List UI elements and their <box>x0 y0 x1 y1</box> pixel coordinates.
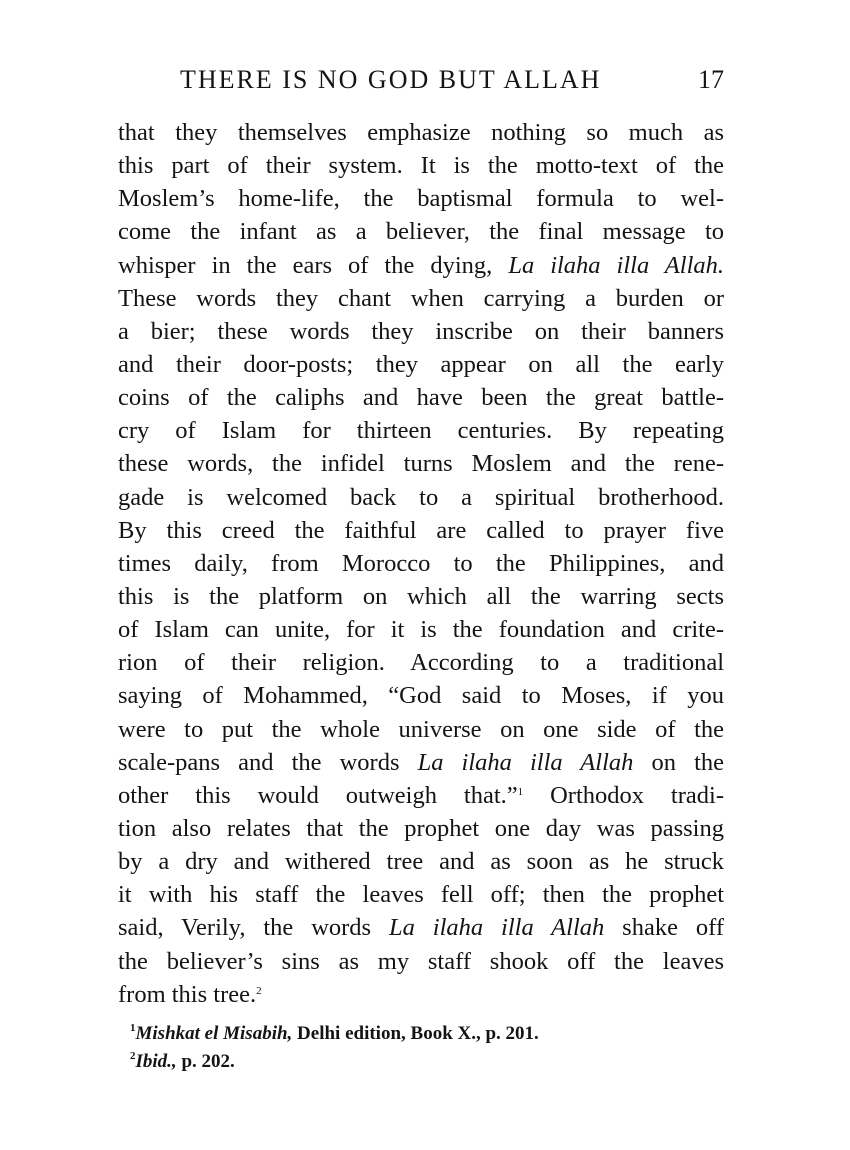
text-line <box>118 182 724 215</box>
text-line <box>118 812 724 845</box>
text-line <box>118 845 724 878</box>
text-segment: on the <box>633 748 724 776</box>
text-line <box>118 149 724 182</box>
text-segment: were to put the whole universe on one side of the <box>118 715 724 743</box>
text-segment: p. 202. <box>176 1051 235 1072</box>
footnote-reference: 2 <box>256 984 262 997</box>
text-line <box>118 282 724 315</box>
italic-text: La ilaha illa Allah <box>389 914 605 942</box>
text-line <box>118 249 724 282</box>
text-line <box>118 514 724 547</box>
footnote-reference: 1 <box>517 785 524 798</box>
text-segment: By this creed the faithful are called to prayer five <box>118 516 724 544</box>
text-line <box>118 679 724 712</box>
text-line <box>118 315 724 348</box>
running-head <box>118 60 724 100</box>
text-segment: scale-pans and the words <box>118 748 418 776</box>
text-segment: this is the platform on which all the warring sects <box>118 582 724 610</box>
italic-text: La ilaha illa Allah <box>417 748 634 776</box>
italic-text: Mishkat el Misabih, <box>135 1023 293 1044</box>
text-segment: by a dry and withered tree and as soon as he struck <box>118 848 724 876</box>
text-segment: shake off <box>604 914 724 942</box>
text-line <box>118 547 724 580</box>
text-line <box>118 613 724 646</box>
text-segment: rion of their religion. According to a traditional <box>118 649 724 677</box>
text-line <box>118 779 724 812</box>
text-segment: saying of Mohammed, “God said to Moses, if you <box>118 682 724 710</box>
text-segment: times daily, from Morocco to the Philippines, and <box>118 549 724 577</box>
text-line <box>118 381 724 414</box>
footnote-marker: 1 <box>130 1022 136 1034</box>
text-segment: Delhi edition, Book X., p. 201. <box>292 1023 539 1044</box>
text-segment: whisper in the ears of the dying, <box>118 251 509 279</box>
page-number: 17 <box>698 65 724 94</box>
footnotes <box>130 1020 724 1076</box>
text-segment: a bier; these words they inscribe on their banners <box>118 317 724 345</box>
text-line <box>118 414 724 447</box>
text-segment: said, Verily, the words <box>118 914 389 942</box>
text-segment: coins of the caliphs and have been the great battle- <box>118 384 724 412</box>
text-segment: Orthodox tradi- <box>523 781 724 809</box>
body-text <box>118 116 724 1011</box>
text-line <box>118 878 724 911</box>
text-line <box>118 447 724 480</box>
text-line <box>118 746 724 779</box>
text-line <box>118 713 724 746</box>
text-line <box>118 580 724 613</box>
text-line <box>118 911 724 944</box>
text-line <box>118 646 724 679</box>
text-segment: cry of Islam for thirteen centuries. By repeating <box>118 417 724 445</box>
text-segment: gade is welcomed back to a spiritual brotherhood. <box>118 483 724 511</box>
text-line <box>118 978 724 1011</box>
text-segment: Moslem’s home-life, the baptismal formula to wel- <box>118 185 724 213</box>
footnote-marker: 2 <box>130 1050 136 1062</box>
text-line <box>118 348 724 381</box>
footnote <box>130 1048 724 1076</box>
text-segment: the believer’s sins as my staff shook off the leaves <box>118 947 724 975</box>
text-segment: it with his staff the leaves fell off; then the prophet <box>118 881 724 909</box>
running-title: THERE IS NO GOD BUT ALLAH <box>180 65 602 94</box>
italic-text: La ilaha illa Allah. <box>508 251 724 279</box>
text-line <box>118 215 724 248</box>
italic-text: Ibid., <box>135 1051 177 1072</box>
text-segment: this part of their system. It is the motto-text of the <box>118 152 724 180</box>
text-segment: these words, the infidel turns Moslem and the rene- <box>118 450 724 478</box>
text-segment: that they themselves emphasize nothing so much as <box>118 119 724 146</box>
text-segment: from this tree. <box>118 980 257 1008</box>
text-line <box>118 481 724 514</box>
text-segment: of Islam can unite, for it is the foundation and crite- <box>118 616 724 644</box>
text-segment: tion also relates that the prophet one day was passing <box>118 814 724 842</box>
text-segment: These words they chant when carrying a burden or <box>118 284 724 312</box>
text-line <box>118 945 724 978</box>
text-segment: come the infant as a believer, the final message to <box>118 218 724 246</box>
text-segment: and their door-posts; they appear on all the early <box>118 350 724 378</box>
footnote <box>130 1020 724 1048</box>
text-segment: other this would outweigh that.” <box>118 781 518 809</box>
text-line <box>118 116 724 149</box>
